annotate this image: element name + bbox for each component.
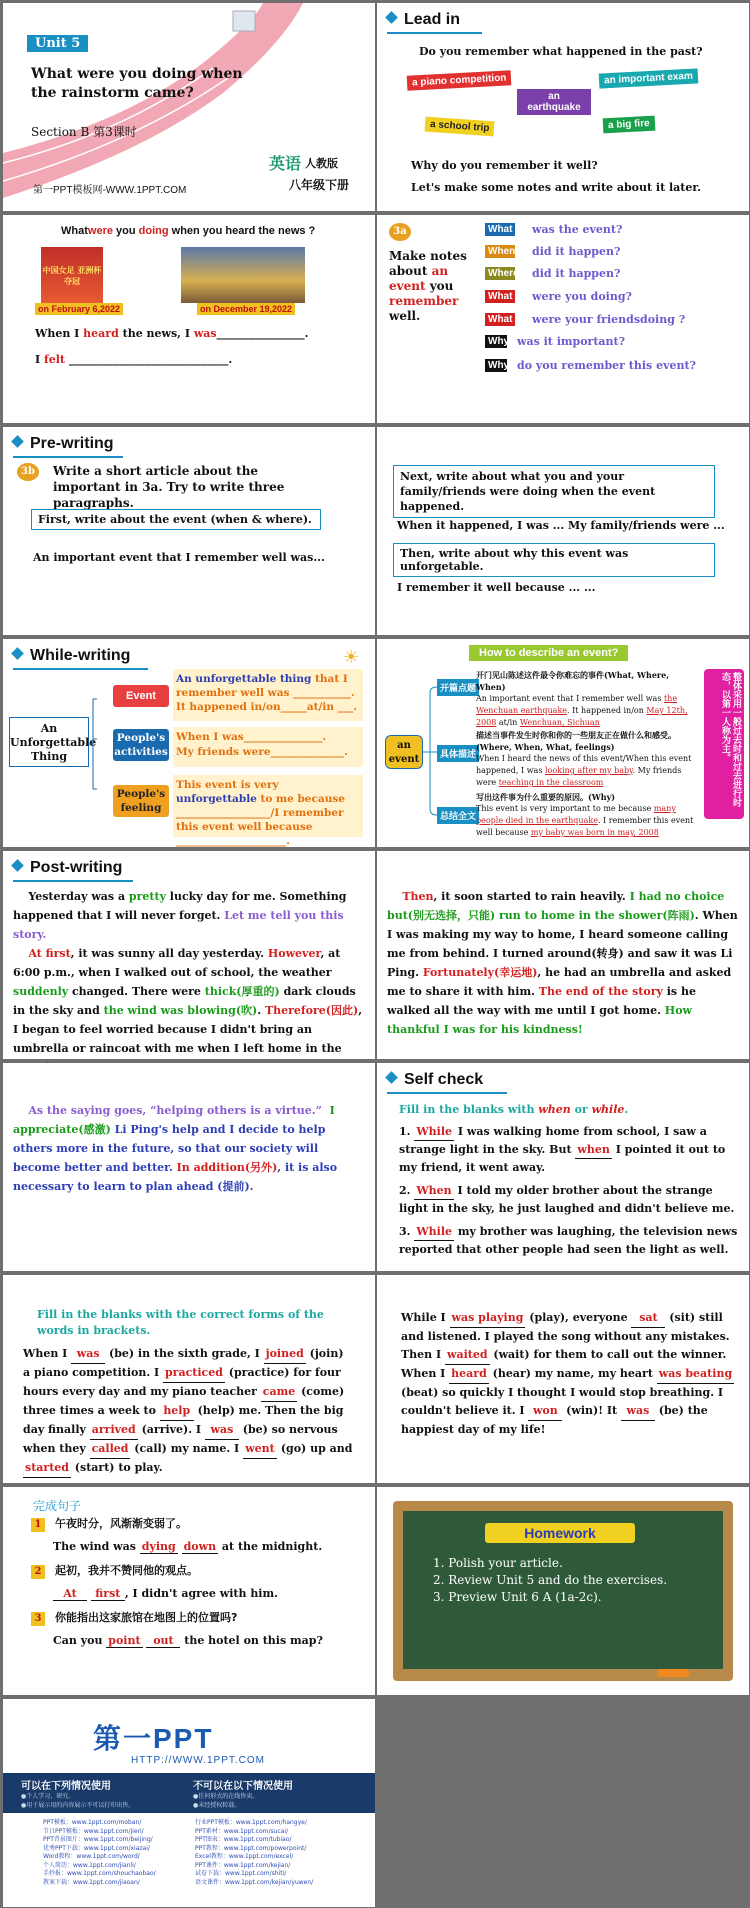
answer-blank: called <box>90 1440 131 1459</box>
text-run: (call) my name. I <box>130 1442 243 1455</box>
text-run: I had no choice but(别无选择，只能) run to home in the shower(阵雨) <box>387 890 729 922</box>
instruction: Fill in the blanks with when or while. <box>399 1103 629 1116</box>
resource-link[interactable]: 手抄报：www.1ppt.com/shouchaobao/ <box>43 1870 156 1877</box>
resource-link[interactable]: 试卷下载：www.1ppt.com/shiti/ <box>195 1870 287 1877</box>
homework-title: Homework <box>485 1523 635 1543</box>
tag: an important exam <box>599 68 699 88</box>
section-label: Section B 第3课时 <box>31 125 137 139</box>
sentence-item: 3 你能指出这家旅馆在地图上的位置吗? Can you point out the hotel on this map? <box>31 1609 351 1648</box>
label-activities: People's activities <box>113 729 169 761</box>
slide-post-writing[interactable] <box>3 851 375 1059</box>
slide-3a-notes[interactable] <box>377 215 749 423</box>
text-run: Therefore(因此) <box>264 1004 359 1017</box>
slide-passage-3[interactable] <box>3 1063 375 1271</box>
text-run: I appreciate(感激) <box>13 1104 339 1136</box>
diamond-icon <box>11 647 24 660</box>
center-node: an event <box>385 735 423 769</box>
text-run: Then <box>402 890 434 903</box>
slide-describe-event[interactable] <box>377 639 749 847</box>
text-run: , it was sunny all day yesterday. <box>70 947 268 960</box>
resource-link[interactable]: 教案下载：www.1ppt.com/jiaoan/ <box>43 1878 140 1886</box>
text-run: (be) so nervous when they <box>23 1423 338 1455</box>
branch-2-text: 描述当事件发生时你和你的一些朋友正在做什么和感受。(Where, When, What, feelings) When I heard the news of this event/When this event happened, I was looking after my baby. My friends were teaching in the classroom <box>476 730 692 787</box>
sentence-list <box>31 1515 351 1656</box>
cannot-use-desc: ●任何形式的在线售卖。 ●未经授权转载。 <box>193 1793 259 1809</box>
branch-label: 总结全文 <box>437 807 479 824</box>
text-run <box>13 947 28 960</box>
exercise-text <box>401 1309 736 1439</box>
news-title: Whatwere you doing when you heard the news ? <box>61 225 316 237</box>
text-run: , I began to feel worried because I didn't bring an umbrella or raincoat with me when I left home in the <box>13 1004 363 1055</box>
text-run: When I <box>23 1347 72 1360</box>
text-run: As the saying goes, “helping others is a virtue.” <box>13 1104 330 1117</box>
text-run: (help) me. Then the big day finally <box>23 1404 344 1436</box>
exercise-item: 1. While I was walking home from school, I saw a strange light in the sky. But when I pointed it out to my friend, it went away. <box>399 1125 726 1174</box>
question-2: Why do you remember it well? <box>411 159 598 172</box>
section-heading: Pre-writing <box>13 435 114 453</box>
answer-blank: went <box>243 1440 277 1459</box>
starter-line: I remember it well because ... ... <box>397 581 596 594</box>
passage-2 <box>387 887 742 1039</box>
q-text: were you doing? <box>532 290 632 303</box>
q-text: was it important? <box>517 335 626 348</box>
text-run: lucky day for me. Something happened that I will never forget. <box>13 890 351 922</box>
branch-3-text: 写出这件事为什么重要的原因。(Why) This event is very important to me because many people died in the earthquake. I remember this event well because my baby was born in may, 2008 <box>476 792 694 837</box>
slide-lead-in[interactable] <box>377 3 749 211</box>
resource-link[interactable]: PPT背景图片：www.1ppt.com/beijing/ <box>43 1836 153 1843</box>
answer-blank: came <box>261 1383 297 1402</box>
answer-blank: arrived <box>90 1421 138 1440</box>
tip-box: Next, write about what you and your family/friends were doing when the event happened. <box>393 465 715 518</box>
text-run: How thankful I was for his kindness! <box>387 1004 696 1036</box>
feeling-text: This event is very unforgettable to me because __________________/I remember this event well because _____________________. <box>173 775 363 837</box>
sun-icon: ☀ <box>343 647 360 668</box>
label-event: Event <box>113 685 169 707</box>
text-run: While I <box>401 1311 450 1324</box>
branch-1-text: 开门见山陈述这件最令你难忘的事件(What, Where, When) An important event that I remember well was the Wenchuan earthquake. It happened in/on May 12th, 2008 at/in Wenchuan, Sichuan <box>476 670 688 727</box>
can-use-desc: ●个人学习、研究。 ●用于展示用的内容展示不可以打印出售。 <box>21 1793 135 1809</box>
slide-writing-steps[interactable] <box>377 427 749 635</box>
logo-url: HTTP://WWW.1PPT.COM <box>131 1755 265 1766</box>
text-run: (play), everyone <box>525 1311 632 1324</box>
resource-link[interactable]: PPT图表：www.1ppt.com/tubiao/ <box>195 1836 292 1843</box>
text-run: Let me tell you this story. <box>13 909 348 941</box>
answer-blank: won <box>528 1402 562 1421</box>
slide-pre-writing[interactable] <box>3 427 375 635</box>
q-text: were your friendsdoing ? <box>532 313 686 326</box>
central-topic: An Unforgettable Thing <box>9 717 89 767</box>
sentence-2: I felt _____________________________. <box>35 353 233 366</box>
starter-line: When it happened, I was ... My family/friends were ... <box>397 519 725 532</box>
answer-blank: was beating <box>657 1365 734 1384</box>
q-label: Why <box>485 335 507 348</box>
connector-lines <box>423 679 437 819</box>
exercise-list <box>399 1123 739 1264</box>
text-run: changed. There were <box>68 985 205 998</box>
answer-blank: help <box>160 1402 194 1421</box>
heading-underline <box>13 456 123 458</box>
slide-fill-verbs-2[interactable] <box>377 1275 749 1483</box>
resource-link[interactable]: PPT模板：www.1ppt.com/moban/ <box>43 1819 142 1826</box>
heading-underline <box>387 32 482 34</box>
text-run: , he had an umbrella and asked me to share it with him. <box>387 966 736 998</box>
links-right <box>195 1819 313 1887</box>
text-run: (win)! It <box>562 1404 621 1417</box>
text-run: In addition(另外) <box>176 1161 278 1174</box>
answer-blank: waited <box>445 1346 490 1365</box>
heading-underline <box>13 880 133 882</box>
grade: 八年级下册 <box>289 178 350 192</box>
photo-world-cup <box>181 247 305 303</box>
branch-label: 开篇点题 <box>437 679 479 696</box>
tip-box: Then, write about why this event was unforgetable. <box>393 543 715 577</box>
text-run: (practice) for four hours every day and my piano teacher <box>23 1366 341 1398</box>
exercise-text <box>23 1345 353 1478</box>
slide-title-text: What were you doing when the rainstorm came? <box>31 66 243 101</box>
q-text: was the event? <box>532 223 623 236</box>
text-run: (start) to play. <box>70 1461 163 1474</box>
question: Do you remember what happened in the past? <box>419 45 703 58</box>
branch-label: 具体描述 <box>437 745 479 762</box>
badge-3b: 3b <box>17 463 39 481</box>
slide-news[interactable] <box>3 215 375 423</box>
sentence-item: 1 午夜时分，风渐渐变弱了。 The wind was dying down at the midnight. <box>31 1515 351 1554</box>
section-heading: Lead in <box>387 11 460 29</box>
text-run: (be) the happiest day of my life! <box>401 1404 708 1436</box>
exercise-item: 3. While my brother was laughing, the television news reported that other people had seen the light as well. <box>399 1225 738 1256</box>
edition: 人教版 <box>305 157 338 170</box>
instruction: Fill in the blanks with the correct forms of the words in brackets. <box>37 1308 324 1337</box>
text-run: The end of the story <box>538 985 663 998</box>
slide-footer-info[interactable] <box>3 1699 375 1907</box>
slide-while-writing[interactable] <box>3 639 375 847</box>
slide-fill-verbs-1[interactable] <box>3 1275 375 1483</box>
text-run: , it soon started to rain heavily. <box>433 890 630 903</box>
answer-blank: started <box>23 1459 71 1478</box>
text-run: is he walked all the way with me until I got home. <box>387 985 700 1017</box>
text-run: (come) three times a week to <box>23 1385 345 1417</box>
text-run: However <box>267 947 321 960</box>
heading-underline <box>387 1092 507 1094</box>
can-use: 可以在下列情况使用 <box>21 1781 111 1792</box>
text-run: At first <box>28 947 71 960</box>
chalk-eraser <box>657 1669 689 1677</box>
text-run: (go) up and <box>276 1442 353 1455</box>
text-run: (hear) my name, my heart <box>488 1367 657 1380</box>
diamond-icon <box>385 11 398 24</box>
resource-link[interactable]: 行业PPT模板：www.1ppt.com/hangye/ <box>195 1819 307 1826</box>
q-label: Why <box>485 359 507 372</box>
text-run: (sit) still and listened. I played the song without any mistakes. Then I <box>401 1311 730 1361</box>
text-run: , it is also necessary to learn to plan ahead (提前). <box>13 1161 341 1193</box>
starter-line: An important event that I remember well was... <box>33 551 325 564</box>
instruction: Write a short article about the important in 3a. Try to write three paragraphs. <box>53 464 285 510</box>
event-text: An unforgettable thing that I remember well was ___________. It happened in/on_____at/in ___. <box>173 669 363 721</box>
passage-1 <box>13 887 365 1077</box>
q-label: What <box>485 223 515 236</box>
section-heading: Self check <box>387 1071 483 1089</box>
diamond-icon <box>11 859 24 872</box>
text-run: (beat) so quickly I thought I would stop breathing. I couldn't believe it. I <box>401 1386 724 1417</box>
cannot-use: 不可以在以下情况使用 <box>193 1781 293 1792</box>
resource-link[interactable]: 优秀PPT下载：www.1ppt.com/xiazai/ <box>43 1844 150 1852</box>
answer-blank: was <box>71 1345 105 1364</box>
answer-blank: was playing <box>450 1309 526 1328</box>
resource-link[interactable]: Excel教程：www.1ppt.com/excel/ <box>195 1853 294 1860</box>
answer-blank: heard <box>449 1365 489 1384</box>
brand-cn: 英语 <box>269 154 302 173</box>
text-run: . When I was making my way to home, I heard someone calling me from behind. I turned around(转身) and saw it was Li Ping. <box>387 909 742 979</box>
unit-badge: Unit 5 <box>27 35 88 52</box>
answer-blank: practiced <box>163 1364 225 1383</box>
activities-text: When I was_______________. My friends were______________. <box>173 727 363 767</box>
q-label: When <box>485 245 515 258</box>
number-badge: 3 <box>31 1612 45 1626</box>
logo: 第一PPT <box>93 1723 214 1754</box>
banner: How to describe an event? <box>469 645 628 661</box>
resource-link[interactable]: PPT课件：www.1ppt.com/kejian/ <box>195 1861 291 1869</box>
section-heading: While-writing <box>13 647 130 665</box>
tag: a big fire <box>603 116 655 134</box>
text-run: (be) in the sixth grade, I <box>105 1347 264 1360</box>
homework-list: 1. Polish your article. 2. Review Unit 5 and do the exercises. 3. Preview Unit 6 A (1a-2c). <box>433 1556 668 1604</box>
footer: 第一PPT模板网-WWW.1PPT.COM <box>33 185 187 196</box>
q-label: What <box>485 313 515 326</box>
text-run: thick(厚重的) <box>204 985 280 998</box>
question-3: Let's make some notes and write about it later. <box>411 181 702 194</box>
q-text: do you remember this event? <box>517 359 696 372</box>
tag: a school trip <box>425 117 495 137</box>
resource-link[interactable]: PPT素材：www.1ppt.com/sucai/ <box>195 1827 289 1835</box>
resource-link[interactable]: 个人简历：www.1ppt.com/jianli/ <box>43 1861 136 1869</box>
heading-underline <box>13 668 148 670</box>
sentence-1: When I heard the news, I was________________. <box>35 327 309 340</box>
resource-link[interactable]: 节日PPT模板：www.1ppt.com/jieri/ <box>43 1827 144 1835</box>
section-heading: 完成句子 <box>33 1499 82 1513</box>
text-run: Li Ping's help and I decide to help others more in the future, so that our society will become better and better. <box>13 1123 330 1174</box>
resource-link[interactable]: PPT教程：www.1ppt.com/powerpoint/ <box>195 1844 307 1852</box>
resource-link[interactable]: Word教程：www.1ppt.com/word/ <box>43 1853 140 1860</box>
number-badge: 2 <box>31 1565 45 1579</box>
text-run: Fortunately(幸运地) <box>422 966 538 979</box>
tip-box: First, write about the event (when & where). <box>31 509 321 530</box>
text-run <box>387 890 402 903</box>
exercise-item: 2. When I told my older brother about the strange light in the sky, he just laughed and didn't believe me. <box>399 1184 735 1215</box>
q-label: What <box>485 290 515 303</box>
answer-blank: was <box>205 1421 239 1440</box>
text-run: (wait) for them to call out the winner. When I <box>401 1348 727 1380</box>
answer-blank: was <box>621 1402 655 1421</box>
text-run: dark clouds in the sky and <box>13 985 360 1017</box>
text-run: pretty <box>128 890 166 903</box>
text-run: (arrive). I <box>137 1423 205 1436</box>
connector-lines <box>89 679 97 809</box>
links-left <box>43 1819 156 1887</box>
text-run: Yesterday was a <box>13 890 129 903</box>
sentence-item: 2 起初，我并不赞同他的观点。 At first , I didn't agree with him. <box>31 1562 351 1601</box>
photo-womens-football: 中国女足 亚洲杯夺冠 <box>41 247 103 303</box>
slide-complete-sentences[interactable] <box>3 1487 375 1695</box>
text-run: suddenly <box>13 985 69 998</box>
text-run: (join) a piano competition. I <box>23 1347 344 1379</box>
date-label: on February 6,2022 <box>35 303 123 315</box>
answer-blank: joined <box>264 1345 306 1364</box>
slide-passage-2[interactable] <box>377 851 749 1059</box>
diamond-icon <box>11 435 24 448</box>
text-run: . <box>257 1004 265 1017</box>
number-badge: 1 <box>31 1518 45 1532</box>
slide-title[interactable] <box>3 3 375 211</box>
diamond-icon <box>385 1071 398 1084</box>
slide-homework[interactable] <box>377 1487 749 1695</box>
text-run: , at 6:00 p.m., when I walked out of school, the weather <box>13 947 345 979</box>
text-run: the wind was blowing(吹) <box>103 1004 258 1017</box>
q-text: did it happen? <box>532 245 621 258</box>
answer-blank: sat <box>631 1309 665 1328</box>
side-note: 整体采用一般过去时和过去进行时态，以第一人称为主。 <box>704 669 744 819</box>
section-heading: Post-writing <box>13 859 122 877</box>
resource-link[interactable]: 语文课件：www.1ppt.com/kejian/yuwen/ <box>195 1878 314 1886</box>
make-notes: Make notes about an event you remember well. <box>389 249 467 323</box>
passage-3 <box>13 1101 365 1196</box>
q-label: Where <box>485 267 515 280</box>
label-feeling: People's feeling <box>113 785 169 817</box>
tag: an earthquake <box>517 89 591 115</box>
tag: a piano competition <box>407 70 512 90</box>
slide-self-check[interactable] <box>377 1063 749 1271</box>
date-label: on December 19,2022 <box>197 303 295 315</box>
badge-3a: 3a <box>389 223 411 241</box>
q-text: did it happen? <box>532 267 621 280</box>
